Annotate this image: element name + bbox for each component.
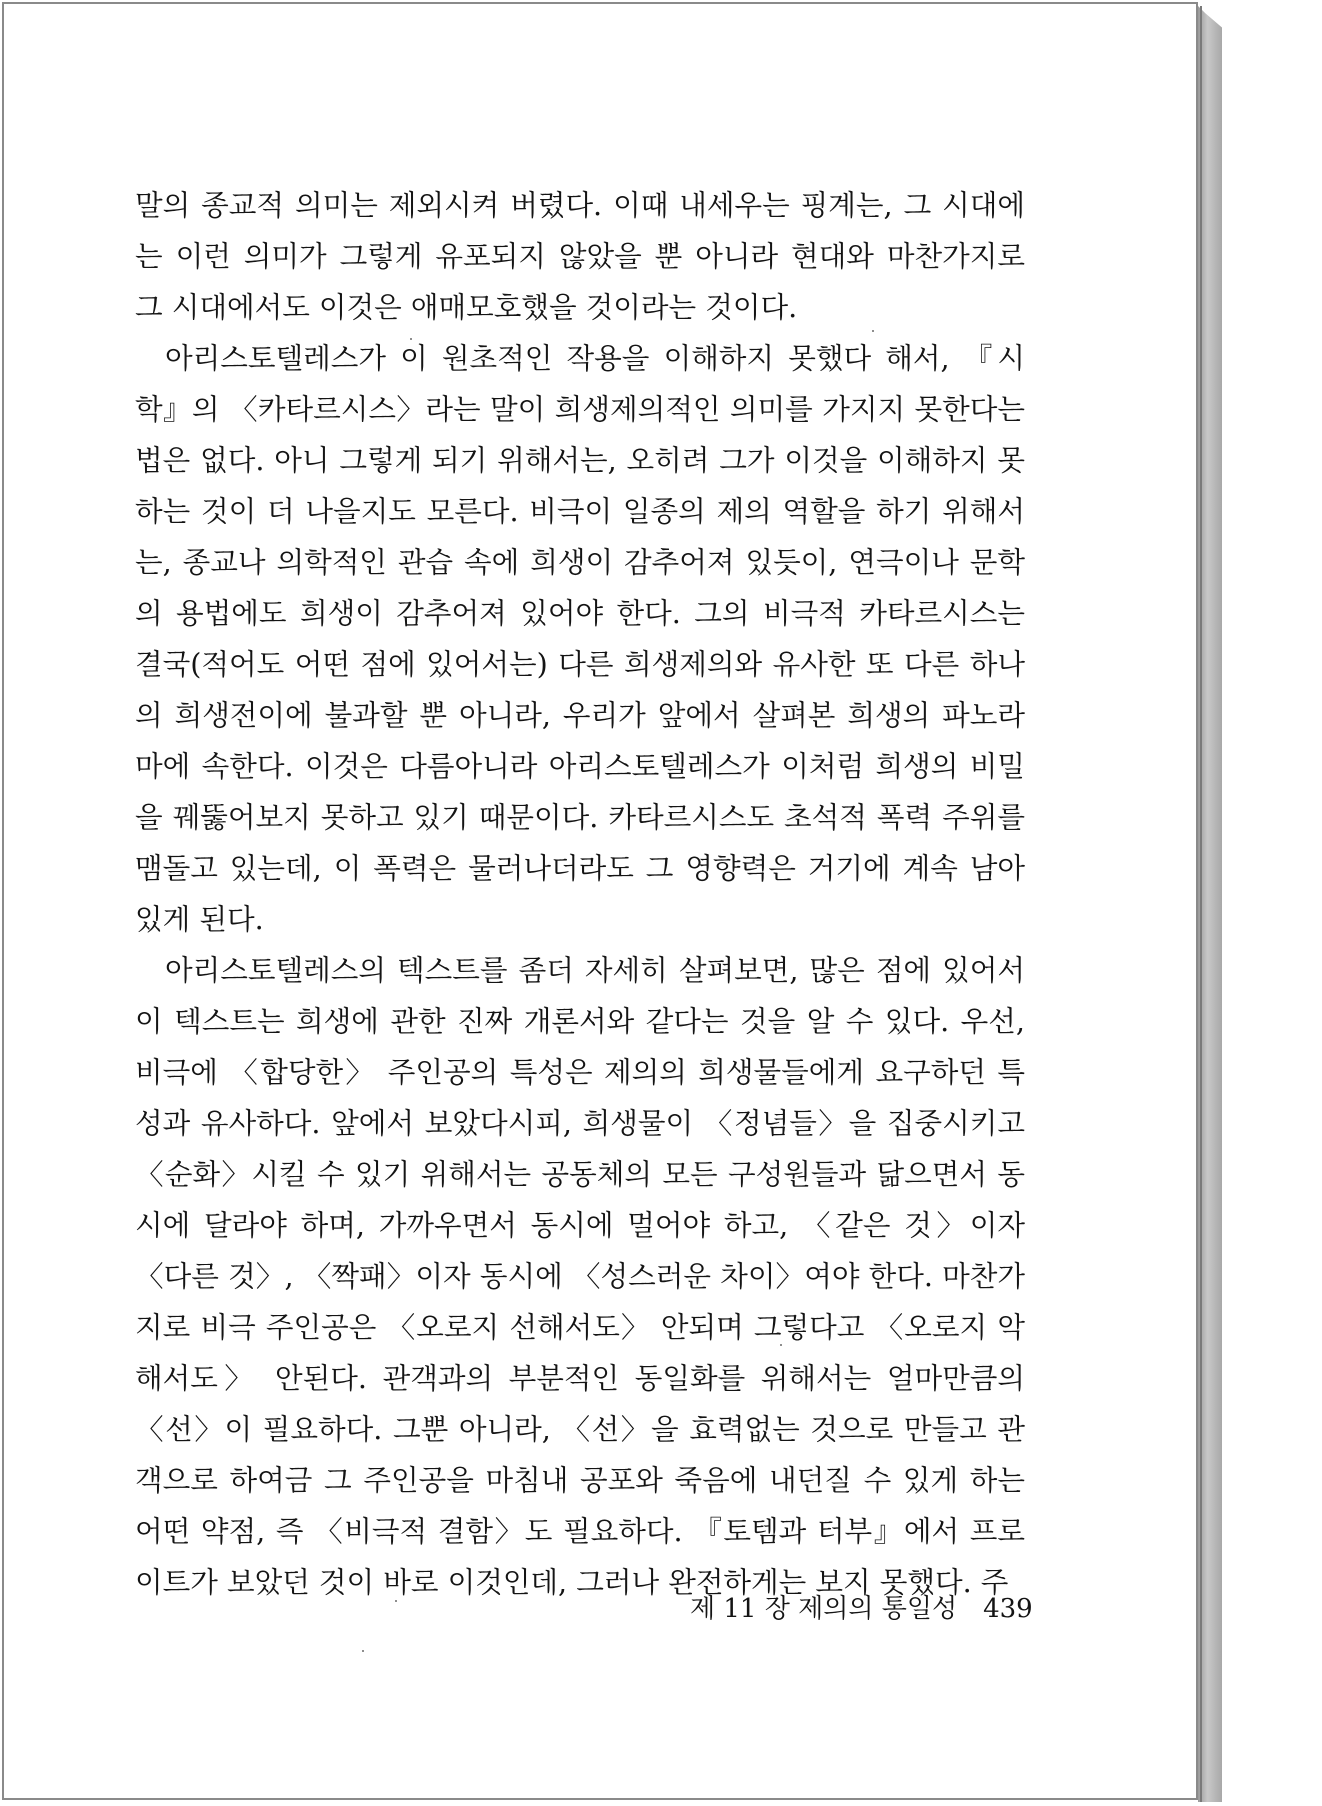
running-footer bbox=[690, 1588, 1033, 1625]
body-text bbox=[135, 180, 1025, 1608]
page-number: 439 bbox=[983, 1594, 1033, 1624]
scan-speck bbox=[410, 338, 412, 340]
page-edge-line bbox=[1200, 6, 1202, 1802]
scan-speck bbox=[780, 1344, 782, 1346]
paragraph: 말의 종교적 의미는 제외시켜 버렸다. 이때 내세우는 핑계는, 그 시대에는 이런 의미가 그렇게 유포되지 않았을 뿐 아니라 현대와 마찬가지로 그 시대에서도 이것은 애매모호했을 것이라는 것이다. bbox=[135, 188, 1025, 324]
chapter-title: 제 11 장 제의의 통일성 bbox=[690, 1594, 958, 1624]
paragraph: 아리스토텔레스가 이 원초적인 작용을 이해하지 못했다 해서, 『시학』의 〈카타르시스〉라는 말이 희생제의적인 의미를 가지지 못한다는 법은 없다. 아니 그렇게 되기 위해서는, 오히려 그가 이것을 이해하지 못하는 것이 더 나을지도 모른다. 비극이 일종의 제의 역할을 하기 위해서는, 종교나 의학적인 관습 속에 희생이 감추어져 있듯이, 연극이나 문학의 용법에도 희생이 감추어져 있어야 한다. 그의 비극적 카타르시스는 결국(적어도 어떤 점에 있어서는) 다른 희생제의와 유사한 또 다른 하나의 희생전이에 불과할 뿐 아니라, 우리가 앞에서 살펴본 희생의 파노라마에 속한다. 이것은 다름아니라 아리스토텔레스가 이처럼 희생의 비밀을 꿰뚫어보지 못하고 있기 때문이다. 카타르시스도 초석적 폭력 주위를 맴돌고 있는데, 이 폭력은 물러나더라도 그 영향력은 거기에 계속 남아 있게 된다. bbox=[135, 341, 1025, 936]
scan-speck bbox=[362, 1650, 364, 1652]
scan-speck bbox=[395, 1600, 397, 1602]
paragraph: 아리스토텔레스의 텍스트를 좀더 자세히 살펴보면, 많은 점에 있어서 이 텍스트는 희생에 관한 진짜 개론서와 같다는 것을 알 수 있다. 우선, 비극에 〈합당한〉 주인공의 특성은 제의의 희생물들에게 요구하던 특성과 유사하다. 앞에서 보았다시피, 희생물이 〈정념들〉을 집중시키고 〈순화〉시킬 수 있기 위해서는 공동체의 모든 구성원들과 닮으면서 동시에 달라야 하며, 가까우면서 동시에 멀어야 하고, 〈같은 것〉이자 〈다른 것〉, 〈짝패〉이자 동시에 〈성스러운 차이〉여야 한다. 마찬가지로 비극 주인공은 〈오로지 선해서도〉 안되며 그렇다고 〈오로지 악해서도〉 안된다. 관객과의 부분적인 동일화를 위해서는 얼마만큼의 〈선〉이 필요하다. 그뿐 아니라, 〈선〉을 효력없는 것으로 만들고 관객으로 하여금 그 주인공을 마침내 공포와 죽음에 내던질 수 있게 하는 어떤 약점, 즉 〈비극적 결함〉도 필요하다. 『토템과 터부』에서 프로이트가 보았던 것이 바로 이것인데, 그러나 완전하게는 보지 못했다. 주 bbox=[135, 953, 1025, 1599]
scan-speck bbox=[872, 330, 874, 332]
